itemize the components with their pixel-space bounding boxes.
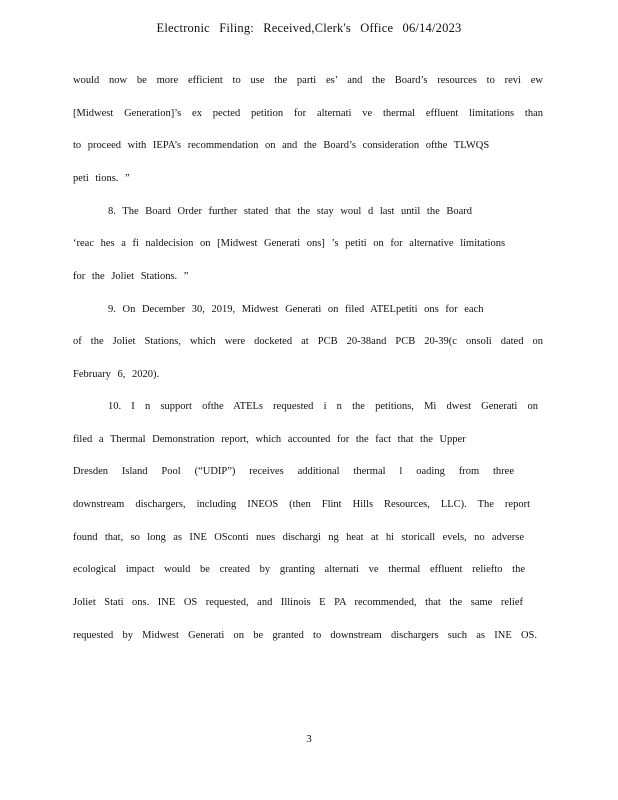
paragraph-line: February 6, 2020). [73,369,160,380]
paragraph-line: of the Joliet Stations, which were docketed at PCB 20-38and PCB 20-39(c onsoli dated on [73,336,543,347]
paragraph-line: ecological impact would be created by granting alternati ve thermal effluent reliefto the [73,564,525,575]
paragraph-line: [Midwest Generation]’s ex pected petition for alternati ve thermal effluent limitations than [73,108,543,119]
paragraph-line: Dresden Island Pool (“UDIP”) receives additional thermal l oading from three [73,466,514,477]
paragraph-line: peti tions. ” [73,173,130,184]
paragraph-line: downstream dischargers, including INEOS (then Flint Hills Resources, LLC). The report [73,499,530,510]
paragraph-line: for the Joliet Stations. ” [73,271,189,282]
paragraph-line: found that, so long as INE OSconti nues dischargi ng heat at hi storicall evels, no adverse [73,532,524,543]
paragraph-line: 9. On December 30, 2019, Midwest Generati on filed ATELpetiti ons for each [108,304,484,315]
paragraph-line: to proceed with IEPA’s recommendation on and the Board’s consideration ofthe TLWQS [73,140,490,151]
paragraph-line: filed a Thermal Demonstration report, which accounted for the fact that the Upper [73,434,466,445]
paragraph-line: 10. I n support ofthe ATELs requested i n the petitions, Mi dwest Generati on [108,401,538,412]
paragraph-line: Joliet Stati ons. INE OS requested, and Illinois E PA recommended, that the same relief [73,597,523,608]
paragraph-line: would now be more efficient to use the parti es’ and the Board’s resources to revi ew [73,75,543,86]
filing-header: Electronic Filing: Received,Clerk's Office 06/14/2023 [156,21,462,35]
page-number: 3 [306,733,312,745]
paragraph-line: 8. The Board Order further stated that the stay woul d last until the Board [108,206,473,217]
paragraph-line: ‘reac hes a fi naldecision on [Midwest Generati ons] ’s petiti on for alternative limitations [73,238,506,249]
paragraph-line: requested by Midwest Generati on be granted to downstream dischargers such as INE OS. [73,630,537,641]
